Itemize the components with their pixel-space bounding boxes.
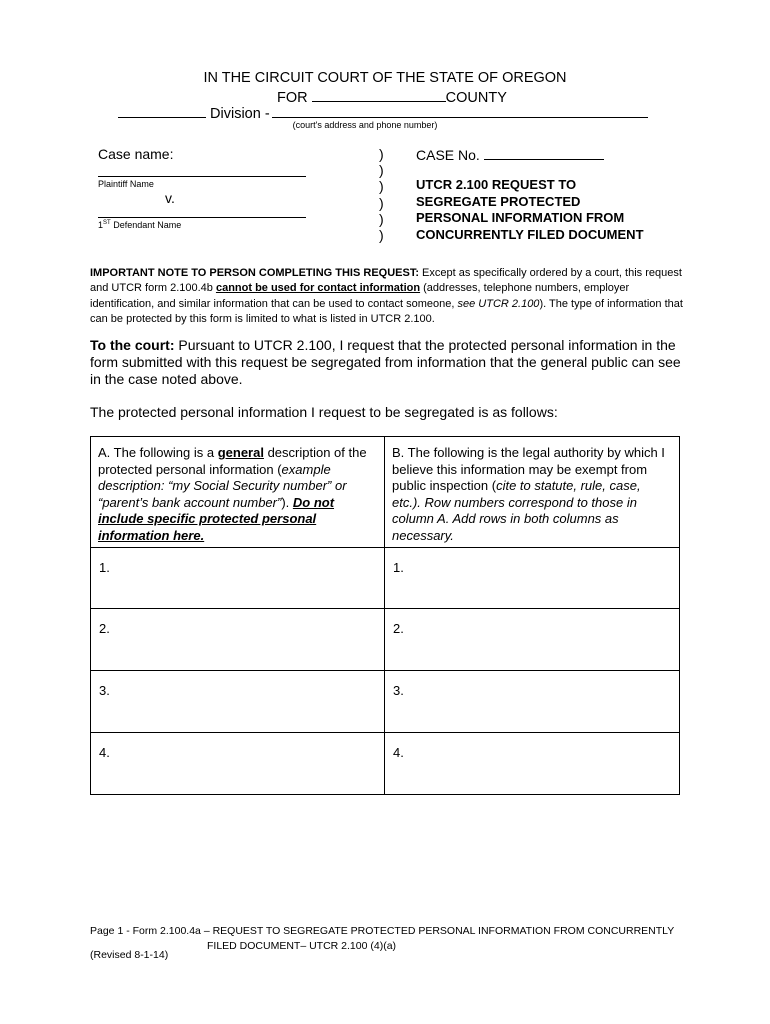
case-no-label: CASE No. bbox=[416, 147, 480, 163]
col-a-warning: Do not include specific protected personal information here. bbox=[98, 494, 335, 543]
row-number: 4. bbox=[393, 745, 404, 760]
row-number: 3. bbox=[99, 683, 110, 698]
versus-label: v. bbox=[165, 190, 175, 206]
court-address-blank[interactable] bbox=[272, 104, 648, 118]
row-a-cell[interactable] bbox=[91, 609, 385, 671]
court-heading: IN THE CIRCUIT COURT OF THE STATE OF OREGON bbox=[203, 70, 567, 86]
paren: ) bbox=[379, 210, 384, 227]
row-a-cell[interactable] bbox=[91, 733, 385, 795]
row-number: 2. bbox=[393, 621, 404, 636]
defendant-label bbox=[98, 220, 181, 230]
row-b-cell[interactable] bbox=[385, 671, 680, 733]
plaintiff-label: Plaintiff Name bbox=[98, 179, 154, 189]
row-number: 3. bbox=[393, 683, 404, 698]
col-a-general: general bbox=[217, 445, 264, 460]
protected-info-table bbox=[90, 436, 680, 795]
county-label: COUNTY bbox=[445, 90, 507, 106]
defendant-sup: ST bbox=[103, 220, 111, 226]
paren: ) bbox=[379, 227, 384, 244]
paren: ) bbox=[379, 178, 384, 195]
table-row bbox=[91, 733, 680, 795]
form-title-line: CONCURRENTLY FILED DOCUMENT bbox=[416, 226, 644, 242]
case-number-blank[interactable] bbox=[484, 146, 604, 160]
paren: ) bbox=[379, 162, 384, 179]
note-text: ). The type of information that can be protected by this form is limited to what is listed in UTCR 2.100. bbox=[90, 297, 683, 326]
request-text: Pursuant to UTCR 2.100, I request that the protected personal information in the form submitted with this request be segregated from information that the general public can see in the case noted above. bbox=[90, 337, 681, 387]
address-note: (court's address and phone number) bbox=[292, 120, 438, 130]
row-number: 4. bbox=[99, 745, 110, 760]
note-see: see UTCR 2.100 bbox=[457, 297, 540, 310]
col-a-text: ). bbox=[281, 494, 293, 510]
col-a-text: description of the protected personal information ( bbox=[98, 445, 367, 477]
table-row bbox=[91, 671, 680, 733]
col-b-cite: cite to statute, rule, case, etc.). Row numbers correspond to those in column A. Add rows in both columns as necessary. bbox=[392, 478, 641, 543]
defendant-blank[interactable] bbox=[98, 217, 306, 218]
row-number: 1. bbox=[99, 560, 110, 575]
row-a-cell[interactable] bbox=[91, 671, 385, 733]
paren: ) bbox=[379, 146, 384, 162]
division-label: Division - bbox=[210, 106, 270, 122]
request-lead: To the court: bbox=[90, 337, 175, 353]
for-label: FOR bbox=[277, 90, 308, 106]
county-blank[interactable] bbox=[312, 88, 446, 102]
note-text: (addresses, telephone numbers, employer identification, and similar information that can be used to contact someone, bbox=[90, 282, 630, 310]
row-b-cell[interactable] bbox=[385, 733, 680, 795]
form-title-line: SEGREGATE PROTECTED bbox=[416, 193, 581, 209]
important-note bbox=[90, 266, 688, 328]
caption-parentheses bbox=[379, 146, 384, 243]
footer-line-1: Page 1 - Form 2.100.4a – REQUEST TO SEGREGATE PROTECTED PERSONAL INFORMATION FROM CONCURRENTLY bbox=[90, 925, 675, 937]
list-intro: The protected personal information I request to be segregated is as follows: bbox=[90, 404, 558, 420]
form-title-line: PERSONAL INFORMATION FROM bbox=[416, 210, 625, 225]
row-number: 1. bbox=[393, 560, 404, 575]
col-a-text: A. The following is a bbox=[98, 445, 218, 460]
plaintiff-blank[interactable] bbox=[98, 176, 306, 177]
table-header-row bbox=[91, 437, 680, 548]
col-b-text: B. The following is the legal authority by which I believe this information may be exempt from public inspection ( bbox=[392, 445, 665, 493]
revised-date: (Revised 8-1-14) bbox=[90, 949, 169, 961]
row-a-cell[interactable] bbox=[91, 548, 385, 609]
form-title-line: UTCR 2.100 REQUEST TO bbox=[416, 177, 577, 192]
table-row bbox=[91, 609, 680, 671]
case-number-line bbox=[416, 146, 604, 163]
case-name-label: Case name: bbox=[98, 146, 174, 162]
row-b-cell[interactable] bbox=[385, 548, 680, 609]
footer-line-2: FILED DOCUMENT– UTCR 2.100 (4)(a) bbox=[207, 940, 397, 952]
column-b-header bbox=[385, 437, 680, 548]
division-blank[interactable] bbox=[118, 104, 206, 118]
row-number: 2. bbox=[99, 621, 110, 636]
note-emphasis: cannot be used for contact information bbox=[215, 282, 421, 295]
form-title bbox=[416, 177, 644, 243]
defendant-label-text: Defendant Name bbox=[113, 220, 182, 230]
table-row bbox=[91, 548, 680, 609]
col-a-example: example description: “my Social Security number” or “parent’s bank account number” bbox=[98, 461, 347, 510]
note-text: Except as specifically ordered by a court, this request and UTCR form 2.100.4b bbox=[90, 267, 682, 295]
request-paragraph bbox=[90, 337, 690, 388]
column-a-header bbox=[91, 437, 385, 548]
defendant-ordinal: 1 bbox=[98, 220, 104, 230]
paren: ) bbox=[379, 194, 384, 211]
note-lead: IMPORTANT NOTE TO PERSON COMPLETING THIS REQUEST: bbox=[90, 267, 419, 279]
row-b-cell[interactable] bbox=[385, 609, 680, 671]
